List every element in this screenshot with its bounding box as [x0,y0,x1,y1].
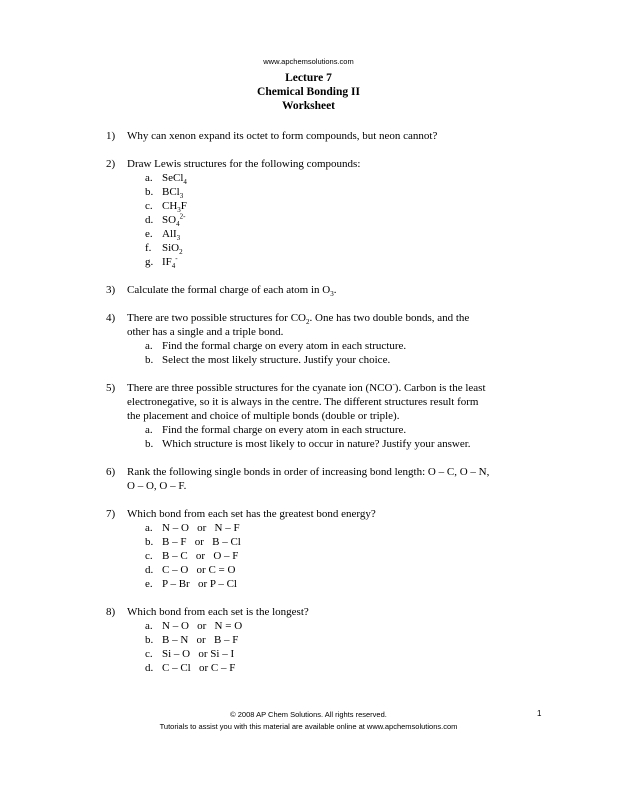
item-text: B – N or B – F [162,634,239,646]
formula-subscript: 3 [330,290,334,299]
formula-subscript: 3 [177,206,181,215]
text-segment: There are three possible structures for the cyanate ion (NCO [127,382,393,394]
question-line: Draw Lewis structures for the following compounds: [127,158,361,170]
item-letter: a. [145,522,153,534]
question-text [127,381,517,423]
item-letter: a. [145,340,153,352]
formula-base: BCl [162,186,180,198]
item-letter: b. [145,634,154,646]
text-segment: There are two possible structures for CO [127,312,307,324]
item-text [162,199,187,213]
item-letter: c. [145,550,153,562]
formula-charge: 2- [179,212,186,221]
item-letter: a. [145,172,153,184]
question-number: 8) [106,606,116,618]
title-block [0,71,617,113]
item-letter: e. [145,228,153,240]
formula-tail: F [180,200,187,212]
question-text [127,129,517,143]
footer-tutorials: Tutorials to assist you with this material are available online at www.apchemsolutions.com [159,722,458,731]
question-number: 6) [106,466,116,478]
item-text: B – F or B – Cl [162,536,241,548]
formula-subscript: 3 [176,234,181,243]
item-text [162,171,187,185]
formula-subscript: 4 [171,262,176,271]
item-letter: b. [145,354,154,366]
question-line: Why can xenon expand its octet to form compounds, but neon cannot? [127,130,438,142]
formula-subscript: 3 [179,192,184,201]
question-line: Rank the following single bonds in order of increasing bond length: O – C, O – N, [127,466,490,478]
question-number: 2) [106,158,116,170]
formula-base: SeCl [162,172,184,184]
formula-subscript: 2 [179,248,183,257]
item-text: Si – O or Si – I [162,648,235,660]
formula-base: SO [162,214,177,226]
formula-charge: - [175,254,178,263]
formula-charge: - [392,380,395,389]
item-letter: a. [145,424,153,436]
item-letter: c. [145,648,153,660]
item-text [162,241,183,255]
item-text: Find the formal charge on every atom in each structure. [162,340,407,352]
item-text: B – C or O – F [162,550,239,562]
footer-copyright: © 2008 AP Chem Solutions. All rights reserved. [230,710,387,719]
item-letter: c. [145,200,153,212]
question-line [127,283,517,297]
item-text: Find the formal charge on every atom in each structure. [162,424,407,436]
question-text [127,157,517,171]
item-letter: d. [145,214,154,226]
item-letter: e. [145,578,153,590]
item-text: Select the most likely structure. Justify your choice. [162,354,391,366]
text-segment: Calculate the formal charge of each atom in O [127,284,331,296]
item-text: C – Cl or C – F [162,662,236,674]
question-number: 3) [106,284,116,296]
question-text [127,507,517,521]
item-text [162,185,183,199]
lecture-title: Lecture 7 [285,72,332,84]
question-line: the placement and choice of multiple bonds (double or triple). [127,410,400,422]
question-line: Which bond from each set is the longest? [127,606,309,618]
item-letter: f. [145,242,152,254]
question-text [127,465,517,493]
text-segment: . [333,284,337,296]
formula-subscript: 2 [306,318,310,327]
formula-base: CH [162,200,178,212]
item-text: P – Br or P – Cl [162,578,237,590]
item-letter: b. [145,438,154,450]
question-number: 4) [106,312,116,324]
question-line [127,381,517,395]
formula-subscript: 4 [183,178,187,187]
formula-base: AlI [162,228,177,240]
formula-base: SiO [162,242,180,254]
item-text [162,227,180,241]
item-letter: b. [145,186,154,198]
item-text [162,255,178,269]
item-text: C – O or C = O [162,564,236,576]
formula-subscript: 4 [176,220,180,229]
topic-title: Chemical Bonding II [257,86,360,98]
item-text: Which structure is most likely to occur in nature? Justify your answer. [162,438,471,450]
question-line: other has a single and a triple bond. [127,326,284,338]
question-text [127,283,517,297]
item-letter: b. [145,536,154,548]
question-line: Which bond from each set has the greatest bond energy? [127,508,376,520]
item-letter: a. [145,620,153,632]
question-line: O – O, O – F. [127,480,187,492]
question-line: electronegative, so it is always in the centre. The different structures result form [127,396,479,408]
item-text: N – O or N – F [162,522,240,534]
text-segment: . One has two double bonds, and the [309,312,470,324]
question-text [127,311,517,339]
item-letter: d. [145,662,154,674]
question-line [127,311,517,325]
formula-base: IF [162,256,172,268]
header-site-url: www.apchemsolutions.com [263,57,354,66]
text-segment: ). Carbon is the least [394,382,486,394]
item-letter: d. [145,564,154,576]
page-number: 1 [537,709,542,718]
question-text [127,605,517,619]
question-number: 7) [106,508,116,520]
doc-type-title: Worksheet [281,100,336,112]
item-letter: g. [145,256,154,268]
question-number: 5) [106,382,116,394]
item-text [162,213,185,227]
question-number: 1) [106,130,116,142]
item-text: N – O or N = O [162,620,243,632]
